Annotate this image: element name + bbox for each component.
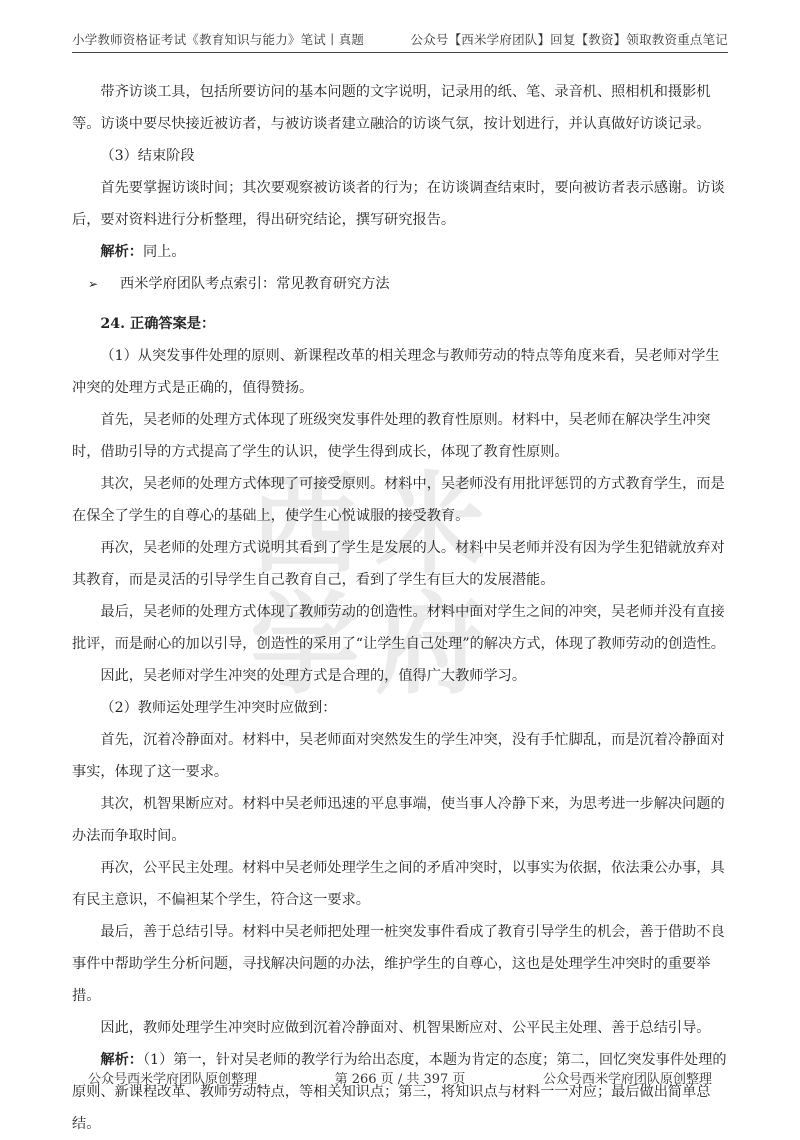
- footer-right: 公众号西米学府团队原创整理: [542, 1072, 712, 1087]
- paragraph: 首先要掌握访谈时间；其次要观察被访谈者的行为；在访谈调查结束时，要向被访者表示感谢。访谈后，要对资料进行分析整理，得出研究结论，撰写研究报告。: [72, 180, 725, 228]
- section-heading: （3）结束阶段: [100, 148, 195, 164]
- analysis-line: [72, 236, 728, 268]
- page-footer: [88, 1068, 712, 1087]
- section-heading: （2）教师运处理学生冲突时应做到：: [100, 700, 337, 716]
- paragraph: 首先，沉着冷静面对。材料中，吴老师面对突然发生的学生冲突，没有手忙脚乱，而是沉着冷静面对事实，体现了这一要求。: [72, 732, 725, 780]
- header-right-promo: 公众号【西米学府团队】回复【教资】领取教资重点笔记: [410, 32, 728, 47]
- footer-left: 公众号西米学府团队原创整理: [88, 1072, 258, 1087]
- header-left-title: 小学教师资格证考试《教育知识与能力》笔试丨真题: [72, 32, 365, 47]
- analysis-text: （1）第一，针对吴老师的教学行为给出态度，本题为肯定的态度；第二，回忆突发事件处理的原则、新课程改革、教师劳动特点，等相关知识点；第三，将知识点与材料一一对应；最后做出简单总结。: [72, 1052, 727, 1132]
- analysis-text: 同上。: [142, 244, 186, 260]
- analysis-line: [72, 1044, 728, 1140]
- paragraph: 再次，吴老师的处理方式说明其看到了学生是发展的人。材料中吴老师并没有因为学生犯错就放弃对其教育，而是灵活的引导学生自己教育自己，看到了学生有巨大的发展潜能。: [72, 540, 725, 588]
- index-text: 西米学府团队考点索引：常见教育研究方法: [120, 276, 390, 292]
- watermark-char: 府: [375, 581, 485, 709]
- paragraph: 最后，善于总结引导。材料中吴老师把处理一桩突发事件看成了教育引导学生的机会，善于借助不良事件中帮助学生分析问题，寻找解决问题的办法，维护学生的自尊心，这也是处理学生冲突时的重要举措。: [72, 924, 725, 1004]
- paragraph: 再次，公平民主处理。材料中吴老师处理学生之间的矛盾冲突时，以事实为依据，依法秉公办事，具有民主意识，不偏袒某个学生，符合这一要求。: [72, 860, 725, 908]
- paragraph: 其次，吴老师的处理方式体现了可接受原则。材料中，吴老师没有用批评惩罚的方式教育学生，而是在保全了学生的自尊心的基础上，使学生心悦诚服的接受教育。: [72, 476, 725, 524]
- document-body: [72, 76, 728, 1140]
- watermark-char: 西: [250, 461, 360, 589]
- paragraph: 带齐访谈工具，包括所要访问的基本问题的文字说明，记录用的纸、笔、录音机、照相机和摄影机等。访谈中要尽快接近被访者，与被访谈者建立融洽的访谈气氛，按计划进行，并认真做好访谈记录。: [72, 84, 711, 132]
- analysis-label: 解析：: [100, 244, 143, 260]
- paragraph: 因此，吴老师对学生冲突的处理方式是合理的，值得广大教师学习。: [100, 668, 527, 684]
- index-bullet: [72, 268, 728, 300]
- page-number: 第 266 页 / 共 397 页: [334, 1072, 466, 1087]
- analysis-label: 解析：: [100, 1052, 143, 1068]
- paragraph: 因此，教师处理学生冲突时应做到沉着冷静面对、机智果断应对、公平民主处理、善于总结引导。: [100, 1020, 711, 1036]
- paragraph: 最后，吴老师的处理方式体现了教师劳动的创造性。材料中面对学生之间的冲突，吴老师并没有直接批评，而是耐心的加以引导，创造性的采用了“让学生自己处理”的解决方式，体现了教师劳动的创造性。: [72, 604, 725, 652]
- paragraph: 其次，机智果断应对。材料中吴老师迅速的平息事端，使当事人冷静下来，为思考进一步解决问题的办法而争取时间。: [72, 796, 725, 844]
- page-header: [72, 30, 728, 53]
- watermark-char: 学: [250, 581, 360, 709]
- question-answer-title: 24. 正确答案是：: [100, 316, 216, 332]
- arrow-bullet-icon: ➢: [88, 277, 99, 291]
- watermark-char: 米: [375, 461, 485, 589]
- paragraph: （1）从突发事件处理的原则、新课程改革的相关理念与教师劳动的特点等角度来看，吴老师对学生冲突的处理方式是正确的，值得赞扬。: [72, 348, 720, 396]
- paragraph: 首先，吴老师的处理方式体现了班级突发事件处理的教育性原则。材料中，吴老师在解决学生冲突时，借助引导的方式提高了学生的认识，使学生得到成长，体现了教育性原则。: [72, 412, 711, 460]
